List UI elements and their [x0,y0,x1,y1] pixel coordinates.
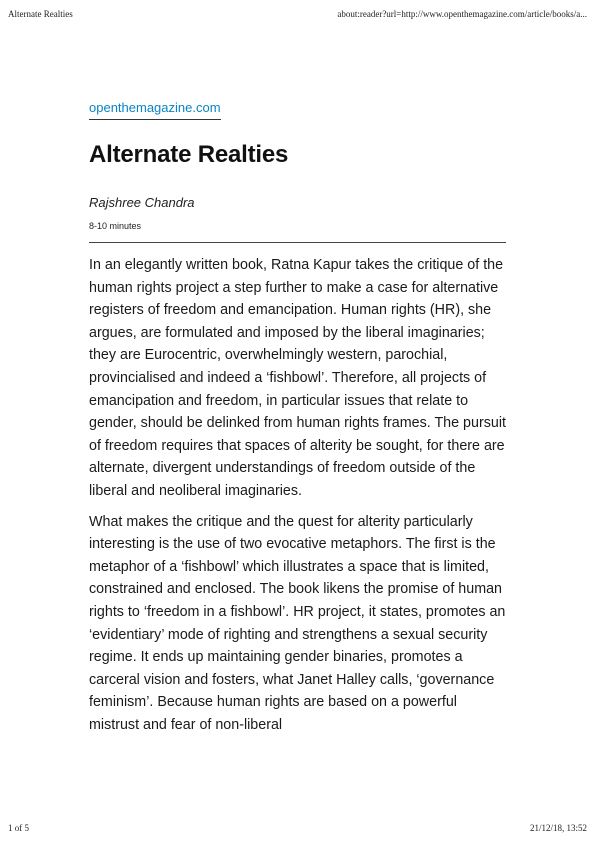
author-byline: Rajshree Chandra [89,195,195,210]
article-paragraph: What makes the critique and the quest for alterity particularly interesting is the use of two evocative metaphors. The first is the metaphor of a ‘fishbowl’ which illustrates a space that is limited, constrained and enclosed. The book likens the promise of human rights to ‘freedom in a fishbowl’. HR project, it states, promotes an ‘evidentiary’ mode of righting and strengthens a sexual security regime. It ends up maintaining gender binaries, promotes a carceral vision and fosters, what Janet Halley calls, ‘governance feminism’. Because human rights are based on a powerful mistrust and fear of non-liberal [89,513,506,733]
source-link[interactable]: openthemagazine.com [89,100,221,120]
print-header-title: Alternate Realties [8,9,73,19]
reading-time: 8-10 minutes [89,221,142,231]
print-header-url: about:reader?url=http://www.openthemagazine.com/article/books/a... [337,9,587,19]
article-title: Alternate Realties [89,141,289,168]
page-number: 1 of 5 [8,823,29,833]
print-timestamp: 21/12/18, 13:52 [529,823,587,833]
article-body [89,254,509,744]
article-paragraph: In an elegantly written book, Ratna Kapur takes the critique of the human rights project a step further to make a case for alternative registers of freedom and emancipation. Human rights (HR), she argues, are formulated and imposed by the liberal imaginaries; they are Eurocentric, overwhelmingly western, parochial, provincialised and indeed a ‘fishbowl’. Therefore, all projects of emancipation and freedom, in particular issues that relate to gender, should be delinked from human rights frames. The pursuit of freedom requires that spaces of alterity be sought, for there are alternate, divergent understandings of freedom outside of the liberal and neoliberal imaginaries. [89,257,506,499]
header-divider [89,242,506,243]
